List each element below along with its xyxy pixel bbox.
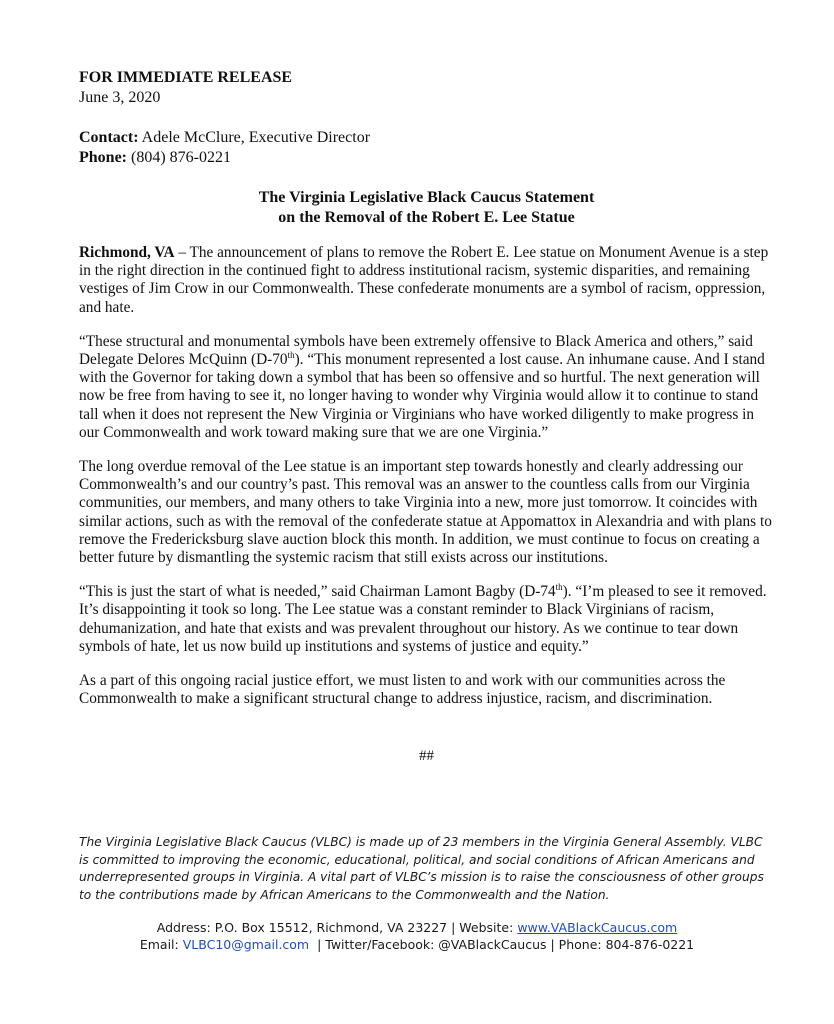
paragraph-4-part-a: “This is just the start of what is needed,” said Chairman Lamont Bagby (D-74 (79, 583, 556, 601)
about-vlbc: The Virginia Legislative Black Caucus (VLBC) is made up of 23 members in the Virginia General Assembly. VLBC is committed to improving the economic, educational, political, and social conditions of African Americans and underrepresented groups in Virginia. A vital part of VLBC’s mission is to raise the consciousness of other groups to the contributions made by African Americans to the Commonwealth and the Nation. (79, 835, 764, 902)
paragraph-2 (79, 333, 774, 442)
paragraph-4-part-b: ). “I’m pleased to see it removed. It’s disappointing it took so long. The Lee statue was a constant reminder to Black Virginians of racism, dehumanization, and hate that exists and was prevalent throughout our history. As we continue to tear down symbols of hate, let us now build up institutions and systems of justice and equity.” (79, 583, 767, 655)
social-and-phone: | Twitter/Facebook: @VABlackCaucus | Phone: 804-876-0221 (309, 937, 695, 952)
end-mark: ## (419, 748, 434, 765)
phone-label: Phone: (79, 149, 127, 166)
statement-title (79, 188, 774, 228)
paragraph-5: As a part of this ongoing racial justice effort, we must listen to and work with our communities across the Commonwealth to make a significant structural change to address injustice, racism, and discrimination. (79, 672, 726, 708)
paragraph-2-part-b: ). “This monument represented a lost cause. An inhumane cause. And I stand with the Governor for taking down a symbol that has been so offensive and so hurtful. The next generation will now be free from having to see it, no longer having to wonder why Virginia would allow it to continue to stand tall when it does not represent the New Virginia or Virginians who have worked diligently to make progress in our Commonwealth and work toward making sure that we are one Virginia.” (79, 351, 765, 441)
title-line-1: The Virginia Legislative Black Caucus Statement (258, 189, 595, 206)
footer-line-2 (60, 936, 774, 953)
footer-line-1 (60, 919, 774, 936)
release-date: June 3, 2020 (79, 89, 161, 106)
paragraph-4 (79, 583, 774, 656)
paragraph-1 (79, 244, 774, 317)
paragraph-2-part-a: “These structural and monumental symbols have been extremely offensive to Black America and others,” said Delegate Delores McQuinn (D-70 (79, 332, 753, 369)
phone-value: (804) 876-0221 (131, 149, 231, 166)
website-link[interactable]: www.VABlackCaucus.com (517, 920, 678, 935)
release-header (79, 68, 774, 168)
superscript: th (287, 349, 295, 360)
superscript: th (555, 582, 563, 593)
dateline: Richmond, VA (79, 244, 175, 261)
release-label: FOR IMMEDIATE RELEASE (79, 69, 293, 86)
footer (60, 919, 774, 953)
paragraph-1-text: – The announcement of plans to remove the Robert E. Lee statue on Monument Avenue is a step in the right direction in the continued fight to address institutional racism, systemic disparities, and remaining vestiges of Jim Crow in our Commonwealth. These confederate monuments are a symbol of racism, oppression, and hate. (79, 244, 769, 316)
contact-label: Contact: (79, 129, 139, 146)
title-line-2: on the Removal of the Robert E. Lee Statue (278, 209, 575, 226)
email-link[interactable]: VLBC10@gmail.com (182, 937, 310, 952)
contact-line (79, 128, 774, 148)
paragraph-3: The long overdue removal of the Lee statue is an important step towards honestly and clearly addressing our Commonwealth’s and our country’s past. This removal was an answer to the countless calls from our Virginia communities, our members, and many others to take Virginia into a new, more just tomorrow. It coincides with similar actions, such as with the removal of the confederate statue at Appomattox in Alexandria and with plans to remove the Fredericksburg slave auction block this month. In addition, we must continue to focus on creating a better future by dismantling the systemic racism that still exists across our institutions. (79, 458, 772, 567)
phone-line (79, 148, 774, 168)
address: Address: P.O. Box 15512, Richmond, VA 23227 | Website: (156, 920, 518, 935)
contact-value: Adele McClure, Executive Director (141, 129, 371, 146)
email-label: Email: (139, 937, 183, 952)
